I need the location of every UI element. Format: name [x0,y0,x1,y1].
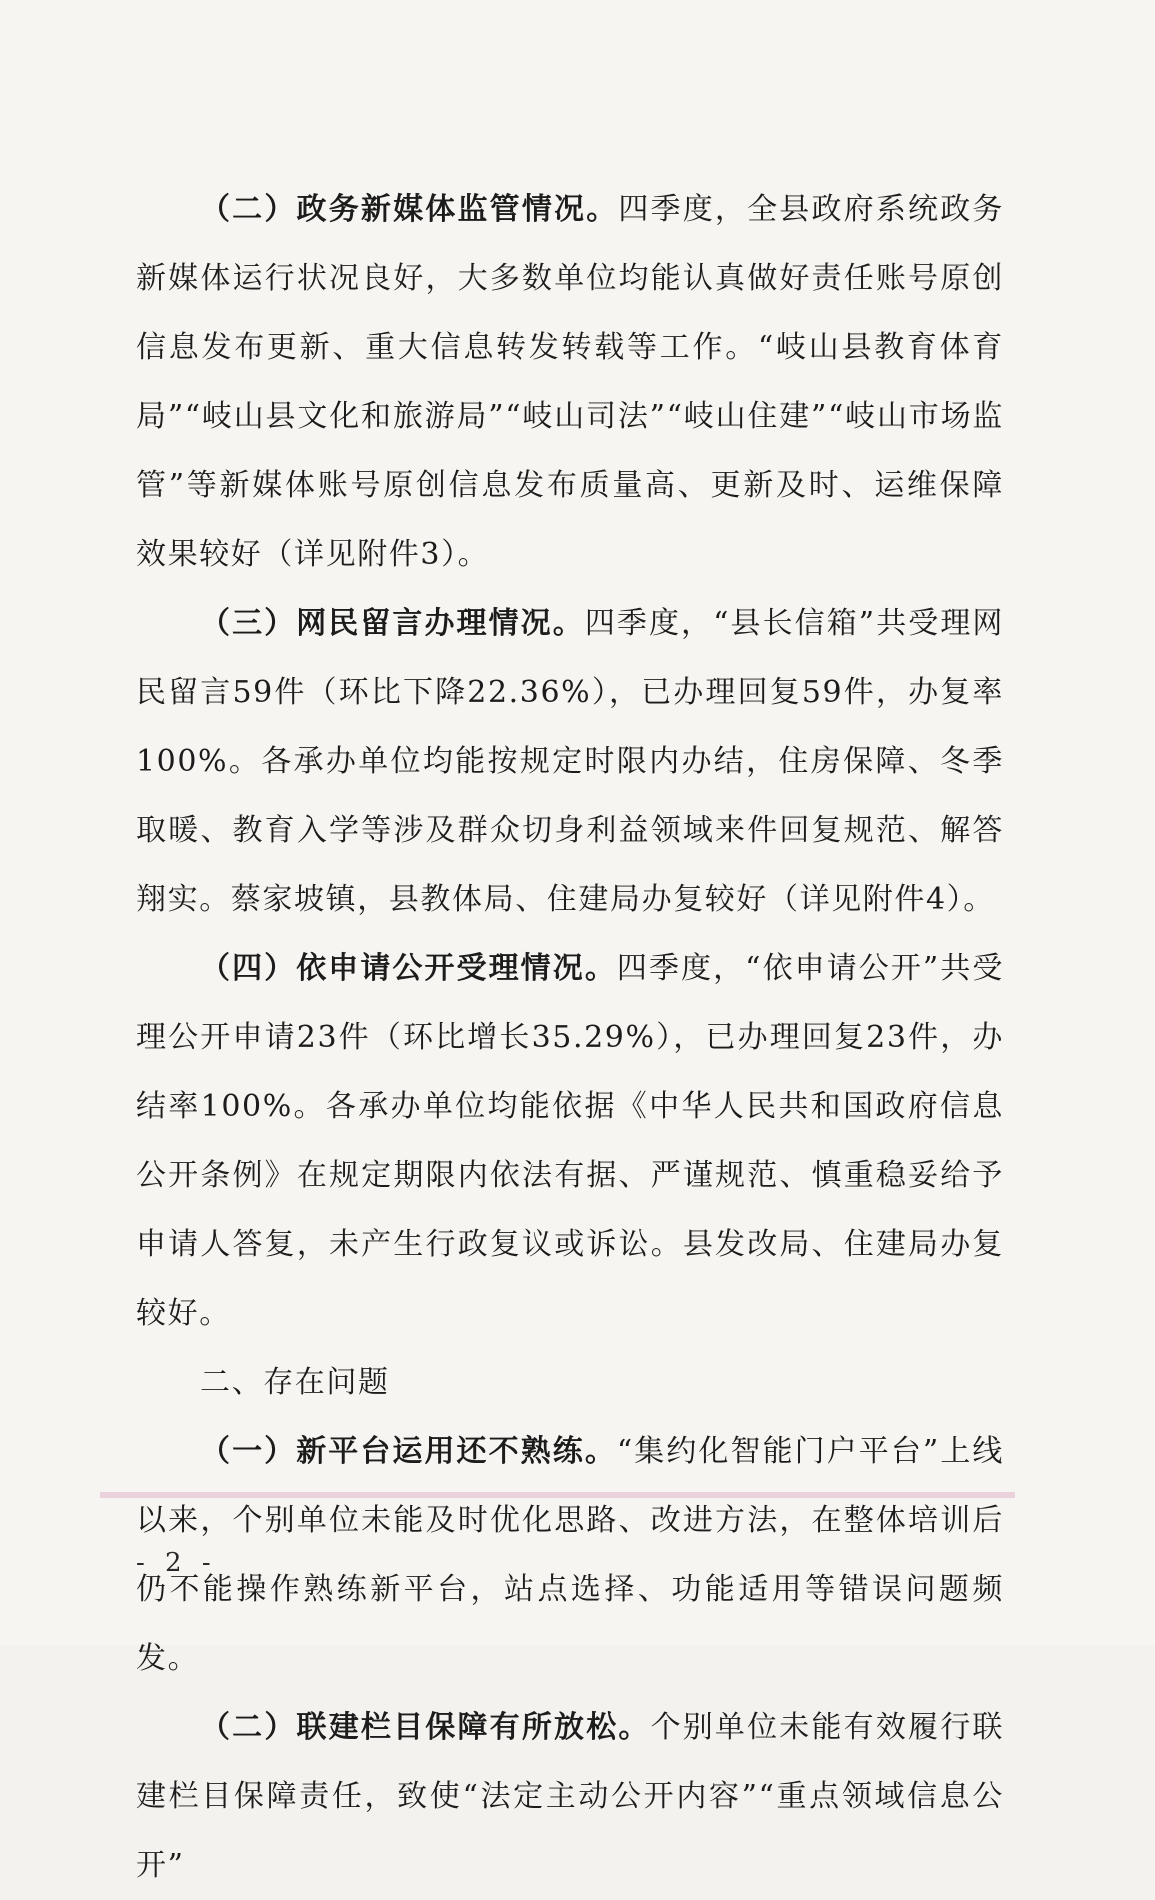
paragraph-body: 四季度，全县政府系统政务新媒体运行状况良好，大多数单位均能认真做好责任账号原创信息发布更新、重大信息转发转载等工作。“岐山县教育体育局”“岐山县文化和旅游局”“岐山司法”“岐山住建”“岐山市场监管”等新媒体账号原创信息发布质量高、更新及时、运维保障效果较好（详见附件3）。 [136,192,1004,572]
paragraph-heading: （三）网民留言办理情况。 [200,606,585,641]
paragraph-body: 四季度，“县长信箱”共受理网民留言59件（环比下降22.36%），已办理回复59件，办复率100%。各承办单位均能按规定时限内办结，住房保障、冬季取暖、教育入学等涉及群众切身利益领域来件回复规范、解答翔实。蔡家坡镇，县教体局、住建局办复较好（详见附件4）。 [136,606,1004,917]
paragraph-new-media [136,175,1004,589]
paragraph-new-platform [136,1417,1004,1693]
paragraph-body: “集约化智能门户平台”上线以来，个别单位未能及时优化思路、改进方法，在整体培训后仍不能操作熟练新平台，站点选择、功能适用等错误问题频发。 [136,1434,1004,1676]
body-text [136,175,1004,1900]
section-heading-problems: 二、存在问题 [200,1365,390,1400]
paragraph-joint-columns [136,1693,1004,1900]
paragraph-body: 四季度，“依申请公开”共受理公开申请23件（环比增长35.29%），已办理回复23件，办结率100%。各承办单位均能依据《中华人民共和国政府信息公开条例》在规定期限内依法有据、严谨规范、慎重稳妥给予申请人答复，未产生行政复议或诉讼。县发改局、住建局办复较好。 [136,951,1004,1331]
page-number: - 2 - [136,1548,217,1578]
paragraph-body: 个别单位未能有效履行联建栏目保障责任，致使“法定主动公开内容”“重点领域信息公开” [136,1710,1004,1883]
paragraph-heading: （一）新平台运用还不熟练。 [200,1434,617,1469]
paragraph-heading: （四）依申请公开受理情况。 [200,951,617,986]
paragraph-heading: （二）政务新媒体监管情况。 [200,192,619,227]
footer-rule [100,1492,1015,1498]
paragraph-disclosure-requests [136,934,1004,1348]
paragraph-heading: （二）联建栏目保障有所放松。 [200,1710,651,1745]
paragraph-netizen-messages [136,589,1004,934]
